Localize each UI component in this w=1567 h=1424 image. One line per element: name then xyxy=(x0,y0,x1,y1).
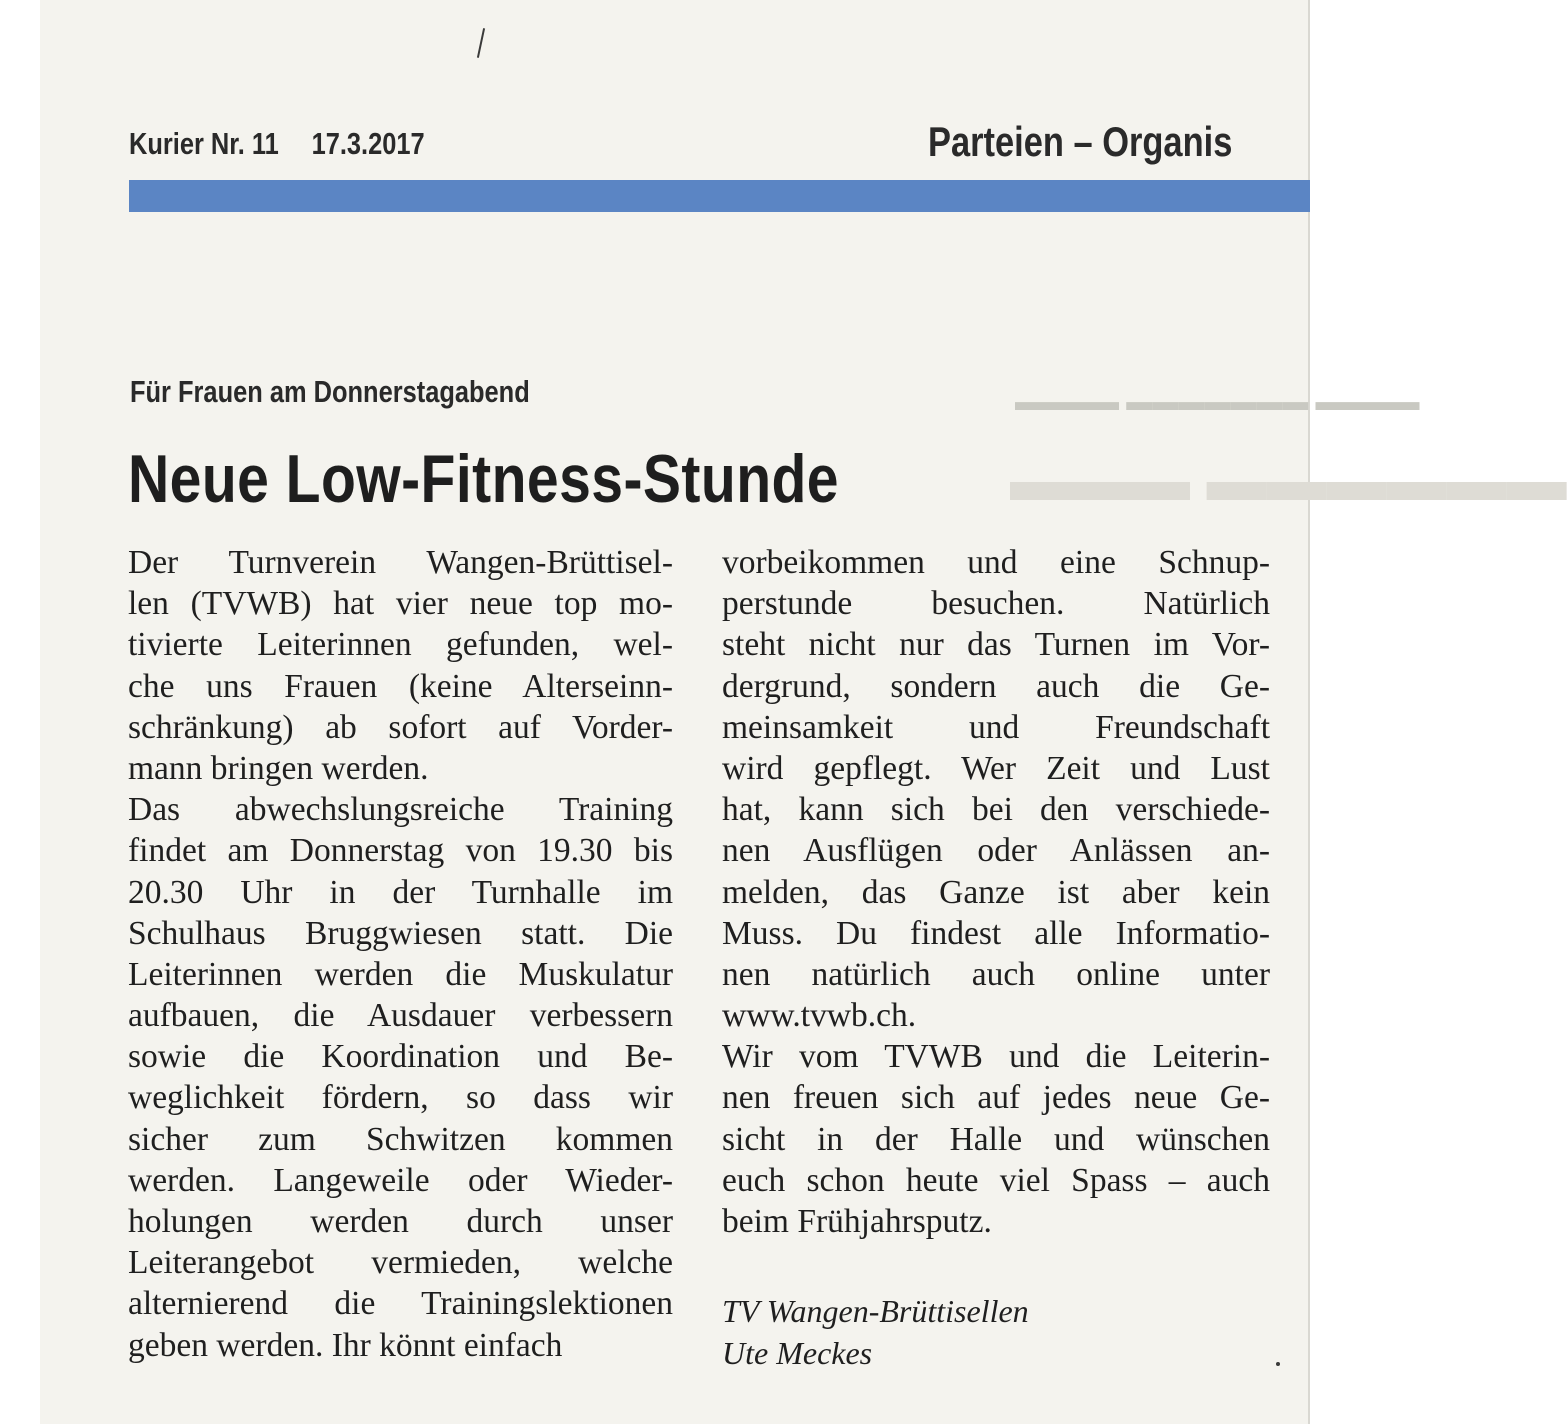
article-line: nen natürlich auch online unter xyxy=(722,955,1270,993)
article-headline: Neue Low-Fitness-Stunde xyxy=(128,441,840,517)
show-through-kicker: ▬▬▬▬ ▬▬▬▬▬▬▬ ▬▬▬▬ xyxy=(1015,386,1420,416)
publication-date: 17.3.2017 xyxy=(311,126,425,161)
article-line: mann bringen werden. xyxy=(128,749,429,787)
article-line: len (TVWB) hat vier neue top mo- xyxy=(128,585,673,623)
article-line: Schulhaus Bruggwiesen statt. Die xyxy=(128,914,673,952)
article-line: werden. Langeweile oder Wieder- xyxy=(128,1161,673,1199)
section-header xyxy=(928,118,1310,166)
article-line: Muss. Du findest alle Informatio- xyxy=(722,914,1270,952)
signature-organization: TV Wangen-Brüttisellen xyxy=(722,1293,1029,1329)
article-line: Der Turnverein Wangen-Brüttisel- xyxy=(128,544,673,581)
article-column-left xyxy=(128,542,673,1366)
article-line: steht nicht nur das Turnen im Vor- xyxy=(722,626,1270,664)
article-signature xyxy=(722,1290,1029,1374)
article-line: tivierte Leiterinnen gefunden, wel- xyxy=(128,626,673,664)
article-line: perstunde besuchen. Natürlich xyxy=(722,585,1270,623)
article-line: euch schon heute viel Spass – auch xyxy=(722,1161,1270,1199)
article-kicker: Für Frauen am Donnerstagabend xyxy=(130,374,530,409)
article-line: 20.30 Uhr in der Turnhalle im xyxy=(128,873,673,911)
scan-mark xyxy=(1276,1362,1280,1366)
section-title: Parteien – Organis xyxy=(928,118,1233,165)
article-line: nen Ausflügen oder Anlässen an- xyxy=(722,832,1270,870)
article-line: dergrund, sondern auch die Ge- xyxy=(722,667,1270,705)
publication-header xyxy=(129,126,457,162)
article-line: Das abwechslungsreiche Training xyxy=(128,791,673,829)
article-line: Leiterinnen werden die Muskulatur xyxy=(128,955,673,993)
article-line: schränkung) ab sofort auf Vorder- xyxy=(128,708,673,746)
article-line: weglichkeit fördern, so dass wir xyxy=(128,1079,673,1117)
article-column-right xyxy=(722,542,1270,1242)
article-line: findet am Donnerstag von 19.30 bis xyxy=(128,832,673,870)
article-line: vorbeikommen und eine Schnup- xyxy=(722,544,1270,581)
article-line: hat, kann sich bei den verschiede- xyxy=(722,791,1270,829)
article-line: melden, das Ganze ist aber kein xyxy=(722,873,1270,911)
article-line: Wir vom TVWB und die Leiterin- xyxy=(722,1038,1270,1076)
signature-author: Ute Meckes xyxy=(722,1335,873,1371)
article-line: beim Frühjahrsputz. xyxy=(722,1203,992,1240)
article-line: che uns Frauen (keine Alterseinn- xyxy=(128,667,673,705)
article-line: alternierend die Trainingslektionen xyxy=(128,1285,673,1323)
header-rule xyxy=(129,180,1310,212)
publication-name: Kurier Nr. 11 xyxy=(129,126,279,161)
article-line: sicht in der Halle und wünschen xyxy=(722,1120,1270,1158)
article-line: nen freuen sich auf jedes neue Ge- xyxy=(722,1079,1270,1117)
article-line: Leiterangebot vermieden, welche xyxy=(128,1244,673,1282)
article-line: wird gepflegt. Wer Zeit und Lust xyxy=(722,749,1270,787)
article-line: www.tvwb.ch. xyxy=(722,997,917,1035)
show-through-headline: ▬▬▬ ▬▬▬▬▬▬ xyxy=(1010,446,1567,513)
article-line: geben werden. Ihr könnt einfach xyxy=(128,1326,563,1364)
article-line: sowie die Koordination und Be- xyxy=(128,1038,673,1076)
article-line: meinsamkeit und Freundschaft xyxy=(722,708,1270,746)
article-line: sicher zum Schwitzen kommen xyxy=(128,1120,673,1158)
article-line: aufbauen, die Ausdauer verbessern xyxy=(128,997,673,1035)
article-line: holungen werden durch unser xyxy=(128,1203,673,1240)
